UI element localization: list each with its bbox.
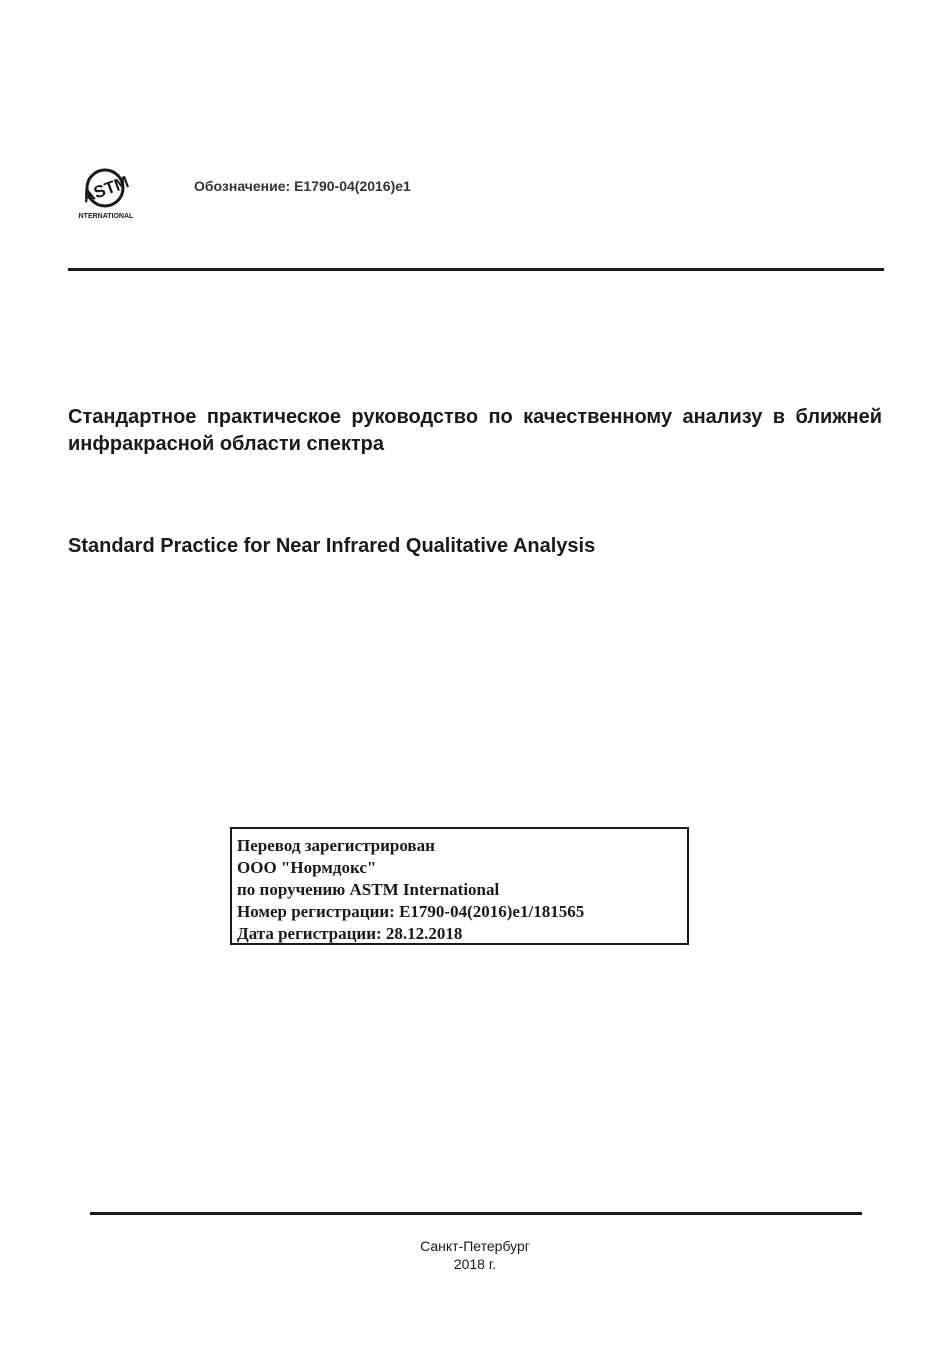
registration-box — [230, 827, 689, 945]
title-english: Standard Practice for Near Infrared Qualitative Analysis — [68, 535, 596, 557]
registration-line: Перевод зарегистрирован — [237, 836, 435, 855]
footer — [0, 1237, 950, 1273]
registration-date: Дата регистрации: 28.12.2018 — [237, 924, 463, 943]
header-divider — [68, 268, 884, 271]
footer-year: 2018 г. — [453, 1256, 497, 1272]
footer-city: Санкт-Петербург — [420, 1238, 530, 1254]
registration-line: ООО "Нормдокс" — [237, 858, 377, 877]
astm-logo — [78, 164, 134, 222]
registration-number: Номер регистрации: E1790-04(2016)e1/181565 — [237, 902, 585, 921]
svg-text:INTERNATIONAL: INTERNATIONAL — [78, 213, 134, 220]
footer-divider — [90, 1212, 862, 1215]
svg-text:ASTM: ASTM — [79, 172, 132, 207]
registration-line: по поручению ASTM International — [237, 880, 500, 899]
designation: Обозначение: E1790-04(2016)e1 — [194, 178, 411, 194]
title-russian: Стандартное практическое руководство по качественному анализу в ближней инфракрасной области спектра — [68, 406, 882, 455]
